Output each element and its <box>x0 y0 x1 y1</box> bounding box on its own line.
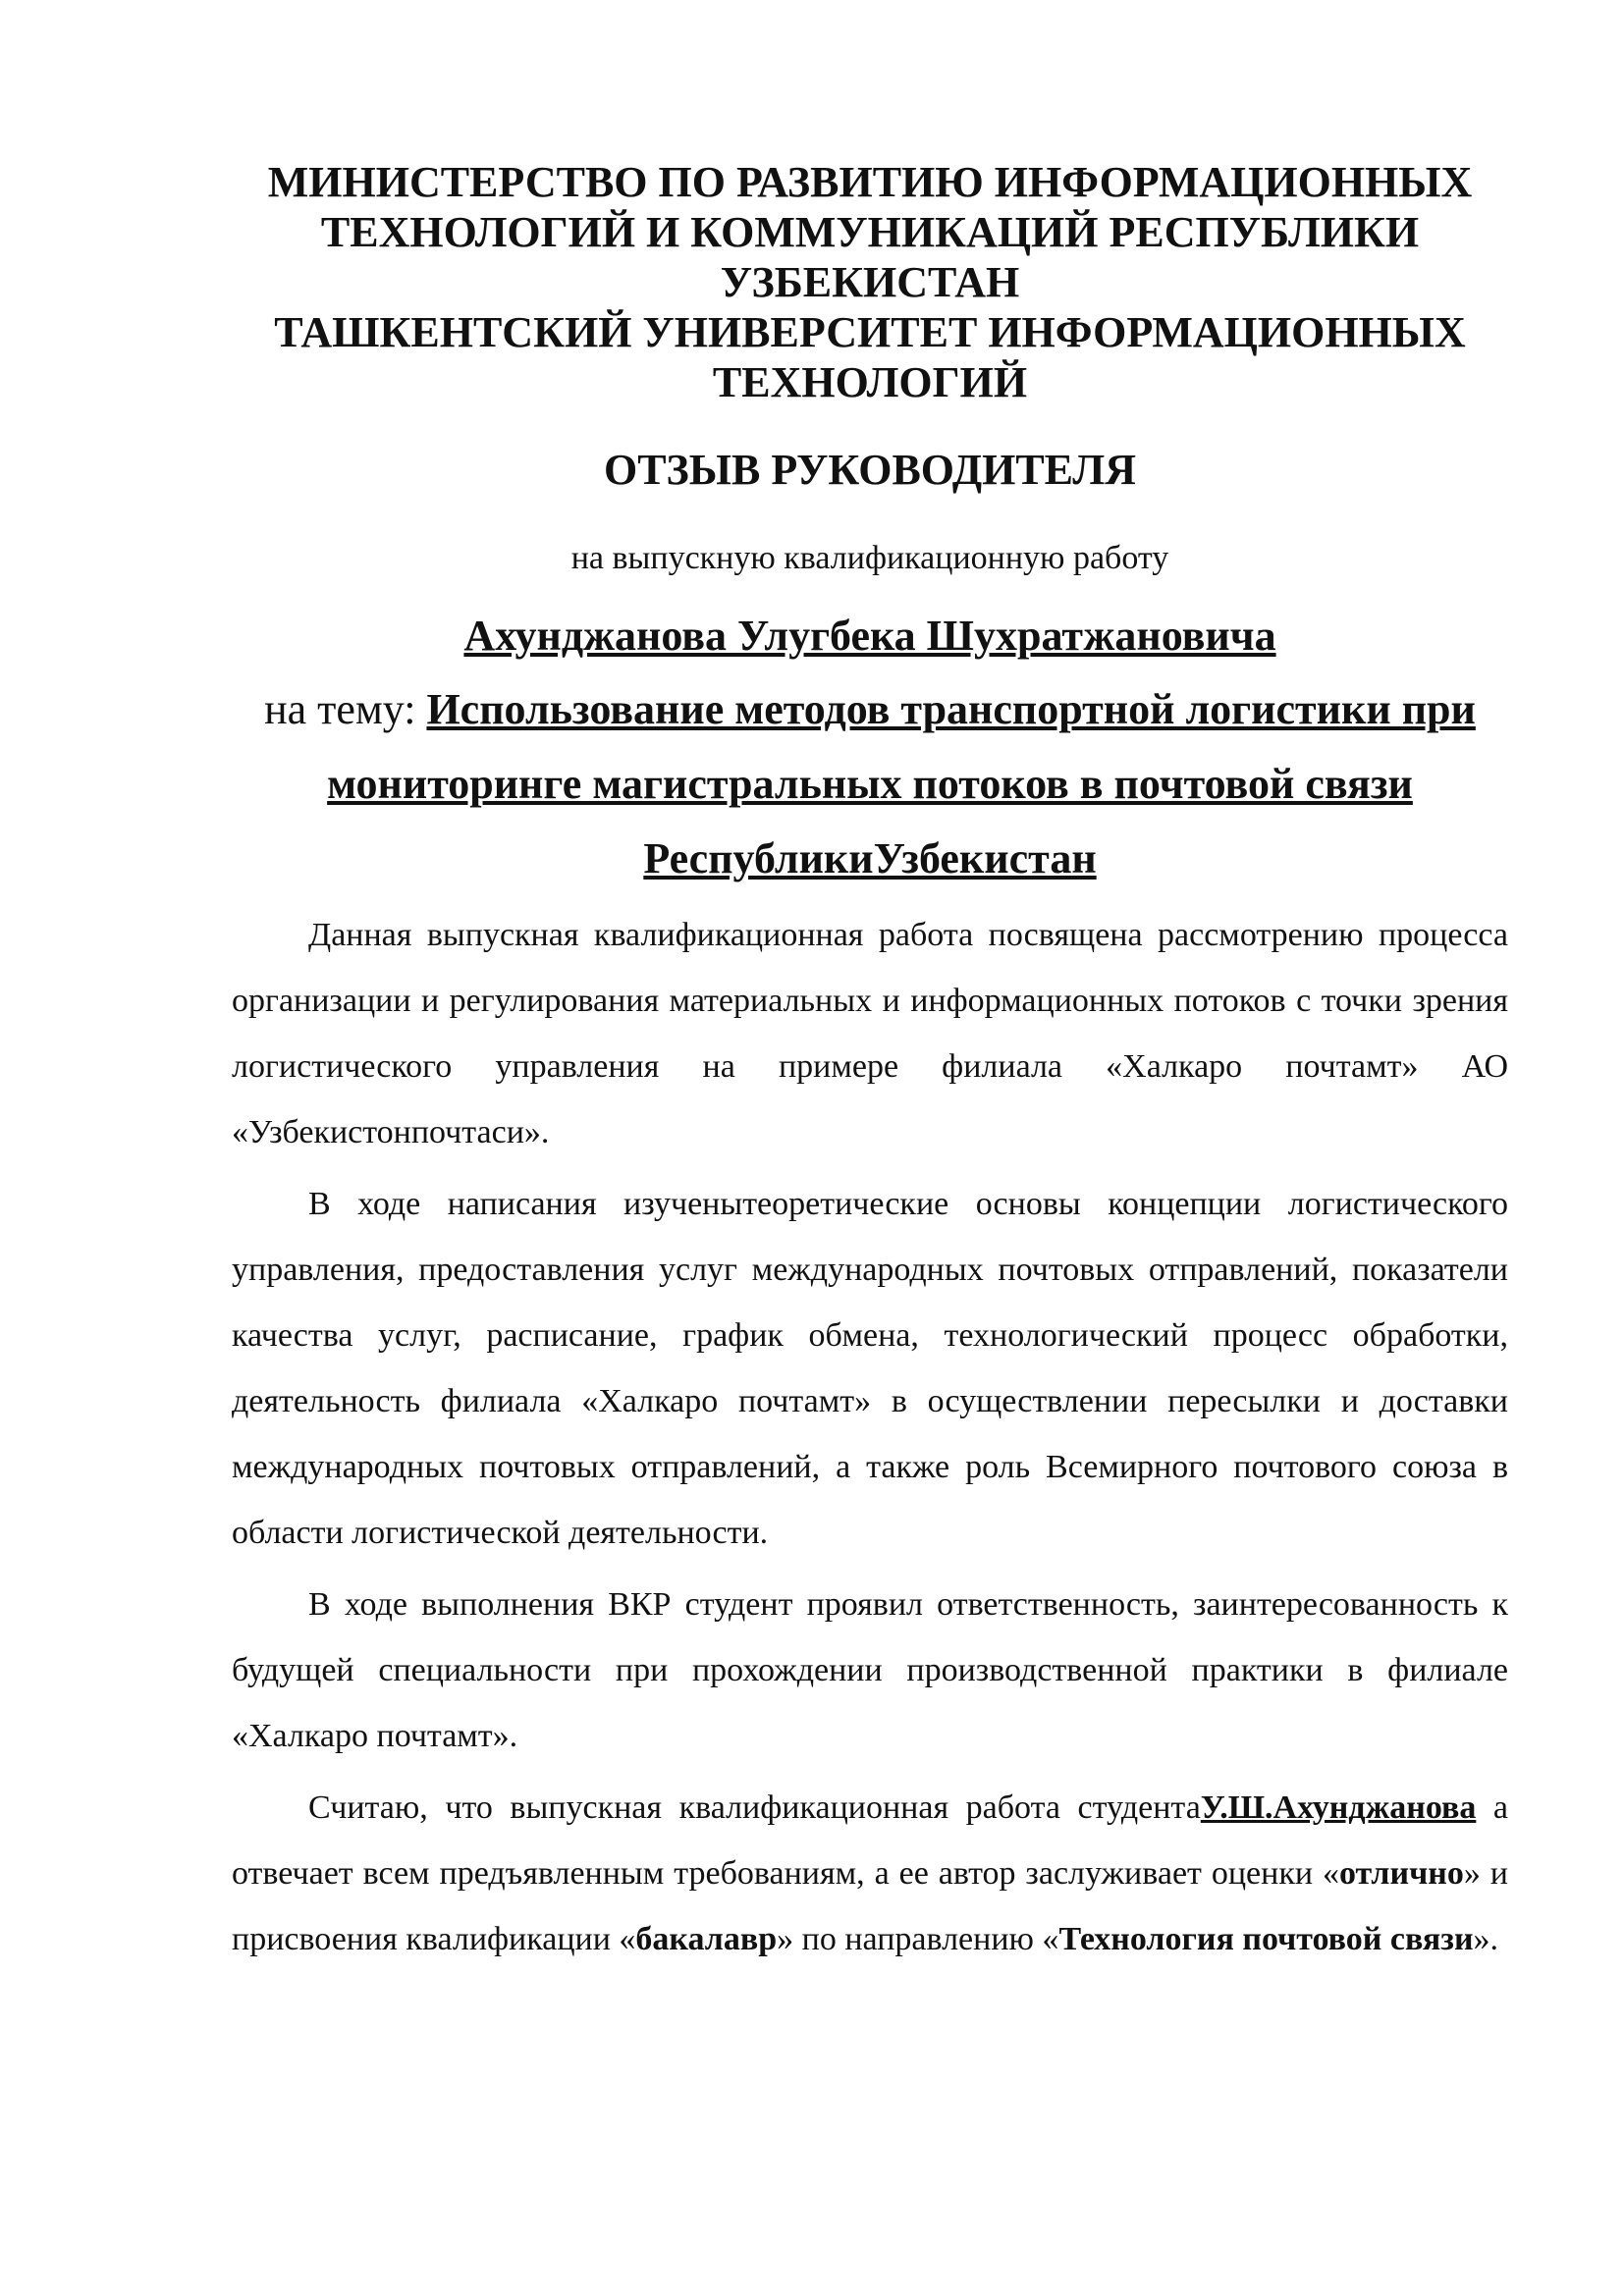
paragraph-4-part-3: » и присвоения квалификации « <box>232 1855 1508 1957</box>
student-short-name: У.Ш.Ахунджанова <box>1200 1789 1477 1826</box>
paragraph-4-part-5: ». <box>1473 1921 1499 1957</box>
paragraph-4-part-1: Считаю, что выпускная квалификационная работа студента <box>308 1789 1201 1826</box>
paragraph-4-part-2: а отвечает всем предъявленным требованиям, а ее автор заслуживает оценки « <box>232 1789 1508 1892</box>
student-name-text: Ахунджанова Улугбека Шухратжановича <box>463 612 1276 660</box>
header-line-2: ТЕХНОЛОГИЙ И КОММУНИКАЦИЙ РЕСПУБЛИКИ <box>320 208 1420 256</box>
study-direction: Технология почтовой связи <box>1058 1921 1474 1957</box>
thesis-topic <box>232 672 1508 896</box>
document-header <box>232 157 1508 407</box>
document-title: ОТЗЫВ РУКОВОДИТЕЛЯ <box>603 446 1136 494</box>
paragraph-4-part-4: » по направлению « <box>777 1921 1059 1957</box>
paragraph-1: Данная выпускная квалификационная работа посвящена рассмотрению процесса организации и регулирования материальных и информационных потоков с точки зрения логистического управления на примере филиала «Халкаро почтамт» АО «Узбекистонпочтаси». <box>232 917 1508 1150</box>
header-line-1: МИНИСТЕРСТВО ПО РАЗВИТИЮ ИНФОРМАЦИОННЫХ <box>267 158 1473 206</box>
paragraph-2: В ходе написания изученытеоретические основы концепции логистического управления, предоставления услуг международных почтовых отправлений, показатели качества услуг, расписание, график обмена, технологический процесс обработки, деятельность филиала «Халкаро почтамт» в осуществлении пересылки и доставки международных почтовых отправлений, а также роль Всемирного почтового союза в области логистической деятельности. <box>232 1186 1508 1551</box>
topic-label: на тему: <box>264 685 427 733</box>
header-line-3: УЗБЕКИСТАН <box>720 258 1020 306</box>
topic-text: Использование методов транспортной логистики при мониторинге магистральных потоков в почтовой связи РеспубликиУзбекистан <box>327 685 1476 882</box>
student-name <box>232 611 1508 661</box>
paragraph-3: В ходе выполнения ВКР студент проявил ответственность, заинтересованность к будущей специальности при прохождении производственной практики в филиале «Халкаро почтамт». <box>232 1586 1508 1754</box>
document-subtitle: на выпускную квалификационную работу <box>570 540 1169 576</box>
grade: отлично <box>1339 1855 1464 1892</box>
header-line-4: ТАШКЕНТСКИЙ УНИВЕРСИТЕТ ИНФОРМАЦИОННЫХ <box>274 308 1466 356</box>
qualification: бакалавр <box>635 1921 778 1957</box>
paragraph-4 <box>232 1775 1508 1972</box>
review-body <box>232 902 1508 1972</box>
header-line-5: ТЕХНОЛОГИЙ <box>712 358 1028 406</box>
document-page <box>232 157 1508 1978</box>
